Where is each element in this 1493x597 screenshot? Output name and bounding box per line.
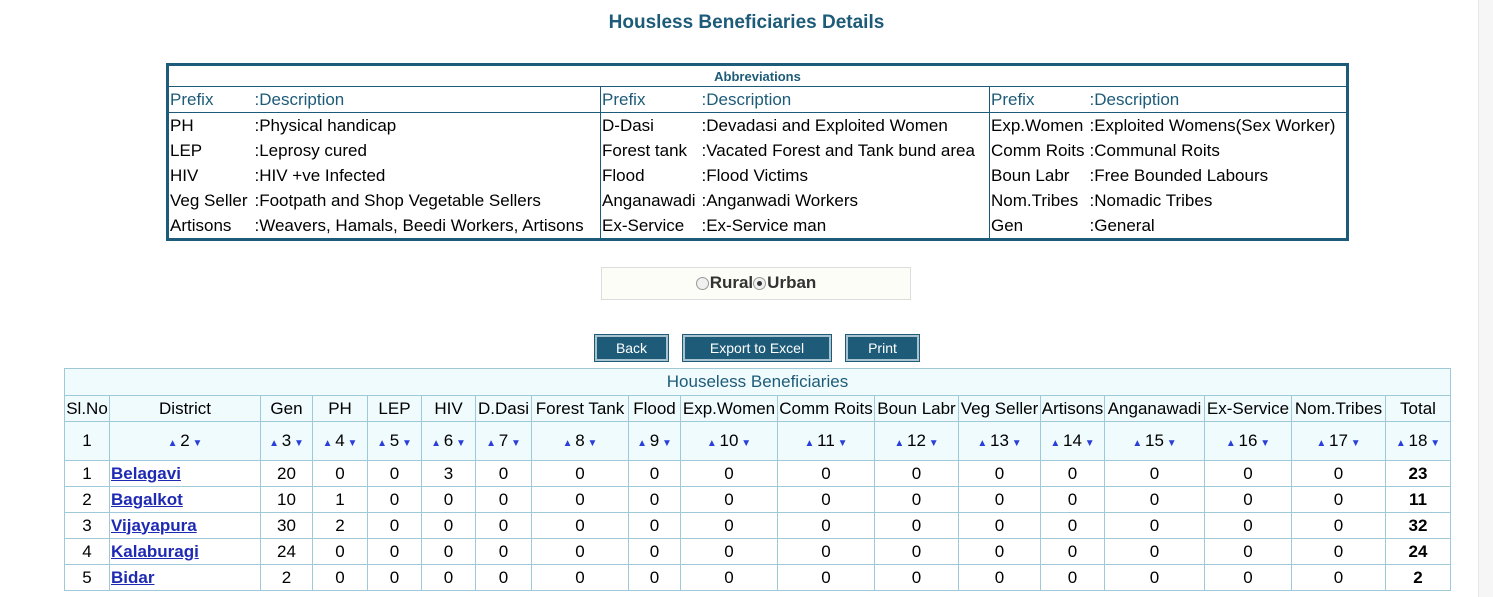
abbr-prefix: Exp.Women xyxy=(991,115,1084,135)
table-cell: 3 xyxy=(422,461,476,487)
abbr-desc: :Weavers, Hamals, Beedi Workers, Artisons xyxy=(254,213,601,240)
abbreviation-row xyxy=(168,213,1348,240)
table-cell: 0 xyxy=(368,539,422,565)
sort-ascending-icon[interactable]: ▲ xyxy=(269,438,282,449)
table-cell: 0 xyxy=(681,565,778,591)
abbr-prefix: Nom.Tribes xyxy=(991,190,1079,210)
district-cell xyxy=(110,539,261,565)
table-cell: 0 xyxy=(681,513,778,539)
column-header: Sl.No xyxy=(65,396,110,422)
abbr-prefix: Veg Seller xyxy=(170,190,248,210)
column-number: 15 xyxy=(1145,431,1164,450)
table-cell: 0 xyxy=(532,513,629,539)
table-row xyxy=(65,539,1451,565)
table-cell: 0 xyxy=(1105,539,1205,565)
table-cell: 0 xyxy=(313,565,368,591)
table-cell: 0 xyxy=(368,513,422,539)
column-number: 13 xyxy=(990,431,1009,450)
column-number: 2 xyxy=(180,431,190,450)
sort-descending-icon[interactable]: ▼ xyxy=(584,438,598,449)
table-cell: 0 xyxy=(875,539,959,565)
table-cell: 0 xyxy=(476,539,532,565)
sort-ascending-icon[interactable]: ▲ xyxy=(1316,438,1330,449)
abbr-desc: :Ex-Service man xyxy=(701,213,990,240)
abbr-prefix: Boun Labr xyxy=(991,165,1070,185)
sort-ascending-icon[interactable]: ▲ xyxy=(1225,438,1239,449)
table-cell: 2 xyxy=(65,487,110,513)
table-cell: 0 xyxy=(532,539,629,565)
column-header: D.Dasi xyxy=(476,396,532,422)
table-cell: 2 xyxy=(261,565,313,591)
sort-descending-icon[interactable]: ▼ xyxy=(1257,438,1271,449)
table-cell: 24 xyxy=(261,539,313,565)
sort-ascending-icon[interactable]: ▲ xyxy=(1132,438,1146,449)
area-radio-group xyxy=(601,267,911,300)
district-link[interactable]: Vijayapura xyxy=(111,515,197,535)
table-cell: 0 xyxy=(1105,461,1205,487)
table-cell: 5 xyxy=(65,565,110,591)
table-cell: 0 xyxy=(629,513,681,539)
table-cell: 0 xyxy=(368,565,422,591)
table-cell: 0 xyxy=(875,461,959,487)
description-header: :Description xyxy=(1089,87,1348,113)
abbr-prefix: Comm Roits xyxy=(991,140,1085,160)
table-cell: 0 xyxy=(1292,539,1386,565)
column-header: Comm Roits xyxy=(778,396,875,422)
sort-descending-icon[interactable]: ▼ xyxy=(344,438,358,449)
district-cell xyxy=(110,461,261,487)
sort-descending-icon[interactable]: ▼ xyxy=(1163,438,1177,449)
column-number-cell xyxy=(1105,422,1205,461)
abbreviation-row xyxy=(168,188,1348,213)
table-cell: 0 xyxy=(422,565,476,591)
abbr-desc: :Leprosy cured xyxy=(254,138,601,163)
sort-ascending-icon[interactable]: ▲ xyxy=(706,438,720,449)
table-cell: 0 xyxy=(629,565,681,591)
column-number-cell xyxy=(681,422,778,461)
column-number-cell xyxy=(368,422,422,461)
table-cell: 0 xyxy=(629,539,681,565)
table-cell: 0 xyxy=(778,461,875,487)
table-cell: 0 xyxy=(629,461,681,487)
table-cell: 0 xyxy=(959,513,1041,539)
table-cell: 0 xyxy=(1041,539,1105,565)
table-cell: 0 xyxy=(629,487,681,513)
sort-descending-icon[interactable]: ▼ xyxy=(1427,438,1441,449)
sort-descending-icon[interactable]: ▼ xyxy=(1008,438,1022,449)
vertical-scrollbar[interactable] xyxy=(1478,0,1493,597)
column-header: Ex-Service xyxy=(1205,396,1292,422)
sort-ascending-icon[interactable]: ▲ xyxy=(804,438,818,449)
sort-ascending-icon[interactable]: ▲ xyxy=(431,438,444,449)
table-cell: 0 xyxy=(476,565,532,591)
column-number: 4 xyxy=(335,431,345,450)
abbr-desc: :HIV +ve Infected xyxy=(254,163,601,188)
table-cell: 0 xyxy=(1041,487,1105,513)
table-cell: 0 xyxy=(875,565,959,591)
table-cell: 4 xyxy=(65,539,110,565)
table-cell: 0 xyxy=(1205,461,1292,487)
abbr-prefix: HIV xyxy=(170,165,199,185)
table-cell: 0 xyxy=(875,513,959,539)
column-header: PH xyxy=(313,396,368,422)
table-cell: 0 xyxy=(368,487,422,513)
district-link[interactable]: Bagalkot xyxy=(111,489,183,509)
column-header: HIV xyxy=(422,396,476,422)
column-number-cell xyxy=(629,422,681,461)
table-cell: 0 xyxy=(476,461,532,487)
column-number-cell xyxy=(1205,422,1292,461)
table-cell: 0 xyxy=(1105,513,1205,539)
table-cell: 0 xyxy=(1292,513,1386,539)
table-cell: 0 xyxy=(959,565,1041,591)
column-number-cell xyxy=(110,422,261,461)
sort-descending-icon[interactable]: ▼ xyxy=(1081,438,1095,449)
table-cell: 1 xyxy=(65,461,110,487)
abbr-prefix: PH xyxy=(170,115,194,135)
column-number: 8 xyxy=(575,431,585,450)
district-link[interactable]: Kalaburagi xyxy=(111,541,199,561)
abbr-prefix: Gen xyxy=(991,215,1024,235)
abbr-desc: :General xyxy=(1089,215,1155,235)
sort-descending-icon[interactable]: ▼ xyxy=(508,438,521,449)
rural-label: Rural xyxy=(709,273,754,292)
sort-ascending-icon[interactable]: ▲ xyxy=(562,438,576,449)
export-excel-button[interactable]: Export to Excel xyxy=(683,335,831,361)
sort-descending-icon[interactable]: ▼ xyxy=(189,438,203,449)
table-cell: 0 xyxy=(778,513,875,539)
sort-descending-icon[interactable]: ▼ xyxy=(834,438,848,449)
abbr-prefix: LEP xyxy=(170,140,203,160)
abbr-prefix: Anganawadi xyxy=(602,190,696,210)
table-cell: 0 xyxy=(1292,487,1386,513)
column-number-cell xyxy=(261,422,313,461)
urban-radio[interactable] xyxy=(753,277,766,290)
table-row xyxy=(65,461,1451,487)
table-cell: 3 xyxy=(65,513,110,539)
prefix-header: Prefix xyxy=(990,87,1089,113)
column-number-cell xyxy=(1041,422,1105,461)
sort-descending-icon[interactable]: ▼ xyxy=(925,438,939,449)
description-header: :Description xyxy=(701,87,990,113)
sort-descending-icon[interactable]: ▼ xyxy=(399,438,412,449)
column-header: Flood xyxy=(629,396,681,422)
total-cell: 32 xyxy=(1386,513,1451,539)
column-header: Exp.Women xyxy=(681,396,778,422)
column-header: Boun Labr xyxy=(875,396,959,422)
sort-ascending-icon[interactable]: ▲ xyxy=(486,438,499,449)
district-link[interactable]: Bidar xyxy=(111,567,155,587)
column-number: 5 xyxy=(389,431,400,450)
abbr-prefix: Flood xyxy=(602,165,645,185)
column-number: 1 xyxy=(82,431,92,450)
column-number-cell xyxy=(532,422,629,461)
sort-ascending-icon[interactable]: ▲ xyxy=(894,438,908,449)
abbr-prefix: Ex-Service xyxy=(602,215,685,235)
abbr-desc: :Anganwadi Workers xyxy=(701,188,990,213)
abbr-prefix: Artisons xyxy=(170,215,232,235)
column-header: Anganawadi xyxy=(1105,396,1205,422)
table-cell: 0 xyxy=(476,487,532,513)
column-header: Total xyxy=(1386,396,1451,422)
column-number: 3 xyxy=(281,431,292,450)
column-number: 18 xyxy=(1408,431,1428,450)
table-cell: 0 xyxy=(778,539,875,565)
table-cell: 0 xyxy=(1105,565,1205,591)
district-link[interactable]: Belagavi xyxy=(111,463,181,483)
column-number-cell xyxy=(476,422,532,461)
column-number: 7 xyxy=(498,431,509,450)
column-number: 11 xyxy=(817,431,835,450)
column-number-cell xyxy=(875,422,959,461)
total-cell: 24 xyxy=(1386,539,1451,565)
table-cell: 10 xyxy=(261,487,313,513)
table-cell: 0 xyxy=(532,565,629,591)
table-cell: 0 xyxy=(313,539,368,565)
table-cell: 0 xyxy=(1041,565,1105,591)
table-cell: 30 xyxy=(261,513,313,539)
district-cell xyxy=(110,513,261,539)
table-cell: 0 xyxy=(1292,461,1386,487)
column-number-cell xyxy=(313,422,368,461)
abbreviations-table xyxy=(166,63,1349,241)
table-cell: 0 xyxy=(875,487,959,513)
table-cell: 0 xyxy=(476,513,532,539)
abbr-desc: :Exploited Womens(Sex Worker) xyxy=(1089,115,1336,135)
table-cell: 0 xyxy=(681,461,778,487)
table-cell: 0 xyxy=(1205,539,1292,565)
column-header: Forest Tank xyxy=(532,396,629,422)
abbr-desc: :Nomadic Tribes xyxy=(1089,190,1213,210)
rural-option[interactable] xyxy=(696,273,753,293)
table-cell: 0 xyxy=(1292,565,1386,591)
sort-descending-icon[interactable]: ▼ xyxy=(738,438,752,449)
table-cell: 0 xyxy=(1041,513,1105,539)
column-header: District xyxy=(110,396,261,422)
column-number-cell xyxy=(65,422,110,461)
abbreviation-row xyxy=(168,138,1348,163)
column-header: Gen xyxy=(261,396,313,422)
description-header: :Description xyxy=(254,87,601,113)
column-number-cell xyxy=(1292,422,1386,461)
table-cell: 2 xyxy=(313,513,368,539)
abbreviations-header-row xyxy=(168,87,1348,113)
total-cell: 2 xyxy=(1386,565,1451,591)
table-cell: 0 xyxy=(681,539,778,565)
column-number-cell xyxy=(959,422,1041,461)
table-cell: 0 xyxy=(778,565,875,591)
prefix-header: Prefix xyxy=(168,87,254,113)
column-header: Artisons xyxy=(1041,396,1105,422)
abbr-desc: :Physical handicap xyxy=(254,113,601,139)
column-header: LEP xyxy=(368,396,422,422)
abbr-desc: :Devadasi and Exploited Women xyxy=(701,113,990,139)
abbreviations-caption: Abbreviations xyxy=(168,65,1348,87)
abbreviation-row xyxy=(168,113,1348,139)
total-cell: 23 xyxy=(1386,461,1451,487)
sort-ascending-icon[interactable]: ▲ xyxy=(977,438,991,449)
abbr-desc: :Communal Roits xyxy=(1089,140,1220,160)
sort-descending-icon[interactable]: ▼ xyxy=(453,438,466,449)
table-cell: 0 xyxy=(959,539,1041,565)
sort-descending-icon[interactable]: ▼ xyxy=(659,438,672,449)
table-cell: 0 xyxy=(959,461,1041,487)
urban-label: Urban xyxy=(767,273,817,292)
abbr-desc: :Free Bounded Labours xyxy=(1089,165,1269,185)
table-row xyxy=(65,487,1451,513)
prefix-header: Prefix xyxy=(601,87,701,113)
table-cell: 0 xyxy=(1205,487,1292,513)
table-cell: 0 xyxy=(532,461,629,487)
column-header-row xyxy=(65,396,1451,422)
column-header: Veg Seller xyxy=(959,396,1041,422)
column-number-cell xyxy=(422,422,476,461)
print-button[interactable]: Print xyxy=(846,335,919,361)
sort-ascending-icon[interactable]: ▲ xyxy=(322,438,336,449)
abbr-desc: :Footpath and Shop Vegetable Sellers xyxy=(254,188,601,213)
column-number: 14 xyxy=(1063,431,1082,450)
column-number: 12 xyxy=(907,431,926,450)
table-cell: 0 xyxy=(778,487,875,513)
abbr-desc: :Vacated Forest and Tank bund area xyxy=(701,138,990,163)
sort-ascending-icon[interactable]: ▲ xyxy=(1050,438,1064,449)
table-cell: 0 xyxy=(1205,513,1292,539)
abbr-desc: :Flood Victims xyxy=(701,163,990,188)
table-cell: 0 xyxy=(1205,565,1292,591)
total-cell: 11 xyxy=(1386,487,1451,513)
district-cell xyxy=(110,487,261,513)
column-number: 17 xyxy=(1329,431,1348,450)
table-cell: 20 xyxy=(261,461,313,487)
column-number: 10 xyxy=(719,431,739,450)
back-button[interactable]: Back xyxy=(595,335,668,361)
sort-descending-icon[interactable]: ▼ xyxy=(1347,438,1361,449)
table-caption: Houseless Beneficiaries xyxy=(65,369,1451,396)
district-cell xyxy=(110,565,261,591)
beneficiaries-table xyxy=(64,368,1451,591)
table-cell: 0 xyxy=(681,487,778,513)
column-number: 9 xyxy=(649,431,660,450)
sort-ascending-icon[interactable]: ▲ xyxy=(1395,438,1409,449)
sort-ascending-icon[interactable]: ▲ xyxy=(377,438,390,449)
abbr-prefix: Forest tank xyxy=(602,140,688,160)
table-cell: 0 xyxy=(368,461,422,487)
page-title: Housless Beneficiaries Details xyxy=(608,12,885,33)
table-cell: 0 xyxy=(313,461,368,487)
table-row xyxy=(65,565,1451,591)
sort-ascending-icon[interactable]: ▲ xyxy=(637,438,650,449)
table-cell: 0 xyxy=(1105,487,1205,513)
column-number: 6 xyxy=(443,431,454,450)
column-number-cell xyxy=(1386,422,1451,461)
table-cell: 0 xyxy=(532,487,629,513)
urban-option[interactable] xyxy=(753,273,816,293)
column-header: Nom.Tribes xyxy=(1292,396,1386,422)
table-cell: 0 xyxy=(1041,461,1105,487)
abbr-prefix: D-Dasi xyxy=(602,115,654,135)
column-number: 16 xyxy=(1238,431,1258,450)
table-cell: 0 xyxy=(422,487,476,513)
table-cell: 0 xyxy=(959,487,1041,513)
table-cell: 1 xyxy=(313,487,368,513)
sort-descending-icon[interactable]: ▼ xyxy=(291,438,304,449)
sort-row xyxy=(65,422,1451,461)
rural-radio[interactable] xyxy=(696,277,709,290)
column-number-cell xyxy=(778,422,875,461)
abbreviation-row xyxy=(168,163,1348,188)
table-cell: 0 xyxy=(422,539,476,565)
sort-ascending-icon[interactable]: ▲ xyxy=(167,438,181,449)
table-row xyxy=(65,513,1451,539)
table-cell: 0 xyxy=(422,513,476,539)
